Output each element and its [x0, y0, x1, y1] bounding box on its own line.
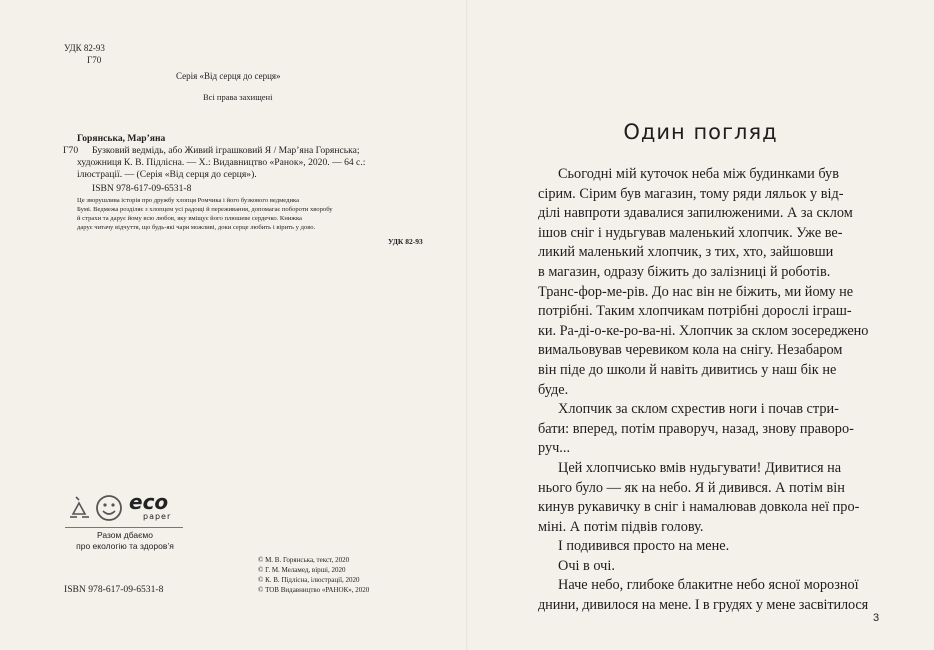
text-line: нього було — як на небо. Я й дивився. А потім він	[538, 479, 845, 496]
author-mark: Г70	[87, 55, 102, 65]
eco-word: eco	[129, 490, 169, 514]
text-line: І подивився просто на мене.	[558, 538, 730, 555]
chapter-title: Один погляд	[623, 120, 778, 144]
copyright-line: © К. В. Підлісна, ілюстрації, 2020	[258, 576, 360, 584]
paragraph	[538, 400, 868, 459]
text-line: кинув рукавичку в сніг і намалював довкола неї про-	[538, 499, 860, 516]
text-line: Очі в очі.	[558, 557, 615, 574]
annotation-line: Це зворушлива історія про дружбу хлопця Ромчика і його бузкового ведмедика	[77, 197, 300, 204]
annotation-line: й страхи та дарує йому всю любов, яку вміщує його плюшеве сердечко. Книжка	[77, 215, 302, 222]
paragraph	[538, 459, 868, 537]
text-line: буде.	[538, 381, 569, 398]
page-number: 3	[873, 612, 880, 624]
text-line: ішов сніг і нудьгував маленький хлопчик. Уже ве-	[538, 224, 843, 241]
isbn-imprint: ISBN 978-617-09-6531-8	[92, 183, 192, 194]
chapter-body	[538, 165, 868, 616]
text-line: бати: вперед, потім праворуч, назад, знову праворо-	[538, 420, 854, 437]
text-line: Хлопчик за склом схрестив ноги і почав стри-	[558, 401, 839, 418]
text-line: міні. А потім підвів голову.	[538, 518, 704, 535]
biblio-line: художниця К. В. Підлісна. — Х.: Видавництво «Ранок», 2020. — 64 с.:	[77, 157, 366, 168]
eco-paper-logo	[65, 490, 183, 526]
isbn-bottom: ISBN 978-617-09-6531-8	[64, 584, 164, 595]
copyright-line: © ТОВ Видавництво «РАНОК», 2020	[258, 586, 370, 594]
eco-caption-line: Разом дбаємо	[96, 530, 154, 540]
author-name: Горянська, Мар’яна	[77, 133, 166, 144]
text-line: руч...	[538, 440, 571, 457]
copyright-line: © М. В. Горянська, текст, 2020	[258, 556, 350, 564]
text-line: Наче небо, глибоке блакитне небо ясної морозної	[558, 577, 859, 594]
udk-code: УДК 82-93	[64, 43, 105, 53]
paragraph	[538, 165, 868, 400]
eco-caption	[65, 530, 185, 552]
text-line: сірим. Сірим був магазин, тому ряди ляльок у від-	[538, 185, 844, 202]
text-line: ділі навпроти здавалися запилюженими. А за склом	[538, 205, 853, 222]
annotation-line: Бумі. Ведмежа розділяє з хлопцем усі радощі й переживання, допомагає побороти хворобу	[77, 206, 333, 213]
text-line: ки. Ра-ді-о-ке-ро-ва-ні. Хлопчик за склом зосереджено	[538, 322, 869, 339]
text-line: в магазин, одразу біжить до залізниці й роботів.	[538, 263, 831, 280]
biblio-line: ілюстрації. — (Серія «Від серця до серця»).	[77, 169, 257, 180]
paragraph	[538, 557, 868, 577]
author-mark-side: Г70	[63, 145, 79, 156]
udk-bottom: УДК 82-93	[388, 237, 423, 246]
copyright-line: © Г. М. Меламед, вірші, 2020	[258, 566, 346, 574]
text-line: Транс-фор-ме-рів. До нас він не біжить, ми йому не	[538, 283, 854, 300]
text-line: Цей хлопчисько вмів нудьгувати! Дивитися на	[558, 459, 842, 476]
text-line: він піде до школи й навіть дивитись у наш бік не	[538, 361, 837, 378]
paragraph	[538, 576, 868, 615]
text-line: потрібні. Таким хлопчикам потрібні дорослі іграш-	[538, 303, 852, 320]
biblio-line: Бузковий ведмідь, або Живий іграшковий Я / Мар’яна Горянська;	[92, 145, 360, 156]
text-line: ликий маленький хлопчик, з тих, хто, зайшовши	[538, 244, 834, 261]
annotation-line: дарує читачу відчуття, що будь-які чари можливі, доки серце любить і вірить у дово.	[77, 224, 316, 231]
series-name: Серія «Від серця до серця»	[176, 71, 281, 81]
eco-caption-line: про екологію та здоров’я	[76, 541, 174, 551]
rights-notice: Всі права захищені	[203, 92, 273, 102]
text-line: днини, дивилося на мене. І в грудях у мене засвітилося	[538, 597, 869, 614]
paragraph	[538, 537, 868, 557]
eco-divider	[65, 527, 183, 528]
text-line: вимальовував черевиком кола на снігу. Незабаром	[538, 342, 843, 359]
eco-subword: paper	[143, 512, 172, 521]
text-line: Сьогодні мій куточок неба між будинками був	[558, 166, 839, 182]
